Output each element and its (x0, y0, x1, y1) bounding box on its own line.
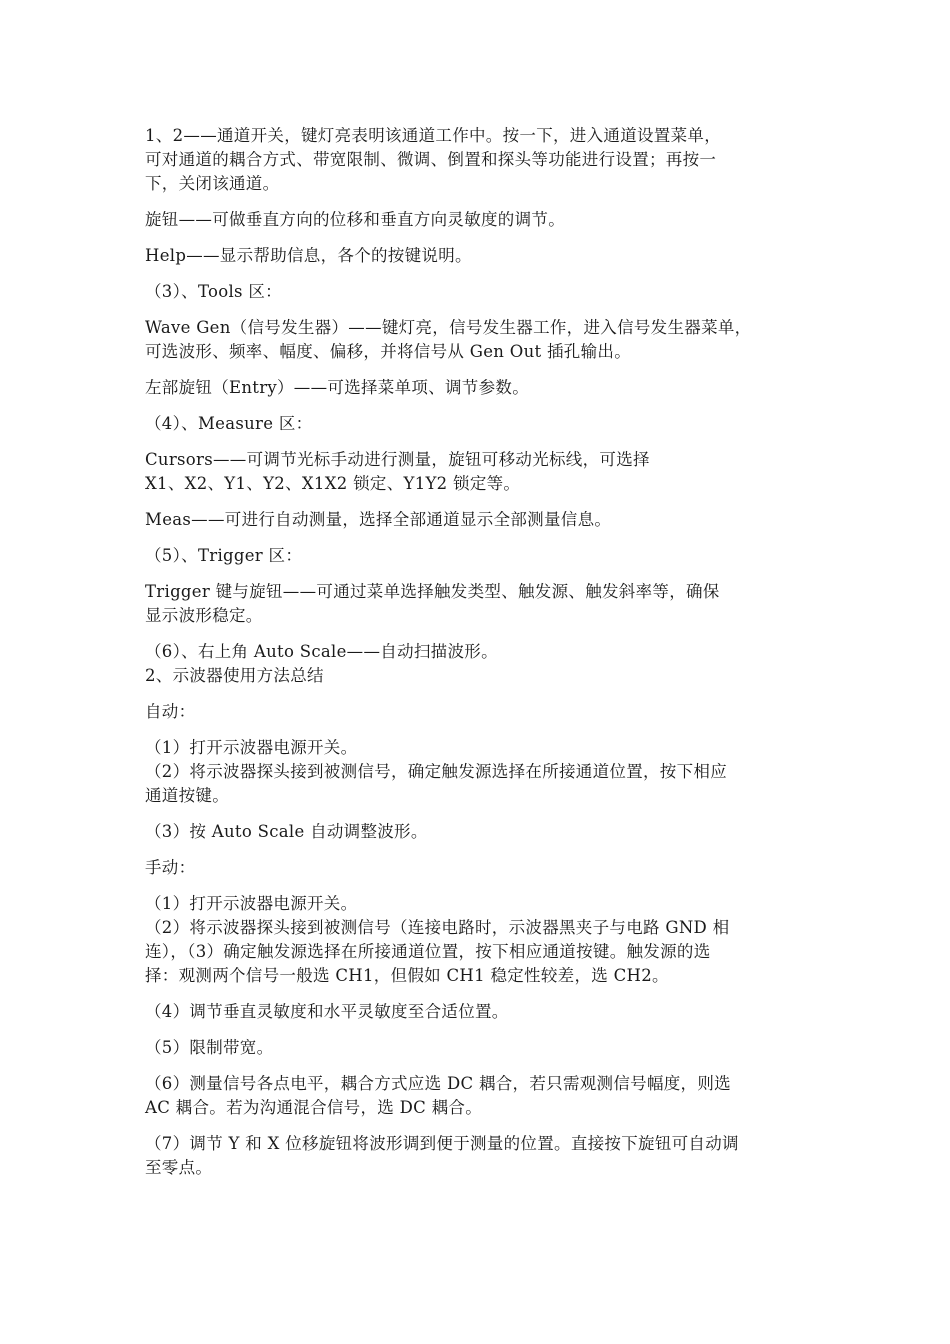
section-heading-tools (145, 280, 815, 304)
text-line: 左部旋钮（Entry）——可选择菜单项、调节参数。 (145, 378, 530, 397)
section-heading-trigger (145, 544, 815, 568)
text-line: 可对通道的耦合方式、带宽限制、微调、倒置和探头等功能进行设置；再按一 (145, 150, 717, 169)
text-line: （7）调节 Y 和 X 位移旋钮将波形调到便于测量的位置。直接按下旋钮可自动调 (145, 1134, 739, 1153)
text-line: （6）、右上角 Auto Scale——自动扫描波形。 (145, 642, 498, 661)
text-line: 连），（3）确定触发源选择在所接通道位置，按下相应通道按键。触发源的选 (145, 942, 711, 961)
auto-step-3 (145, 820, 815, 844)
text-line: （4）、Measure 区： (145, 414, 313, 433)
manual-step-5 (145, 1036, 815, 1060)
text-line: AC 耦合。若为沟通混合信号，选 DC 耦合。 (145, 1098, 483, 1117)
manual-step-6 (145, 1072, 815, 1120)
text-line: （5）、Trigger 区： (145, 546, 303, 565)
manual-step-4 (145, 1000, 815, 1024)
text-line: 手动： (145, 858, 196, 877)
auto-step-2 (145, 760, 815, 808)
paragraph-knob (145, 208, 815, 232)
document-body (145, 124, 815, 1192)
text-line: 可选波形、频率、幅度、偏移，并将信号从 Gen Out 插孔输出。 (145, 342, 631, 361)
paragraph-help (145, 244, 815, 268)
text-line: （3）按 Auto Scale 自动调整波形。 (145, 822, 428, 841)
text-line: （1）打开示波器电源开关。 (145, 738, 358, 757)
text-line: （4）调节垂直灵敏度和水平灵敏度至合适位置。 (145, 1002, 509, 1021)
text-line: Cursors——可调节光标手动进行测量，旋钮可移动光标线，可选择 (145, 450, 650, 469)
text-line: Trigger 键与旋钮——可通过菜单选择触发类型、触发源、触发斜率等，确保 (145, 582, 720, 601)
text-line: Wave Gen（信号发生器）——键灯亮，信号发生器工作，进入信号发生器菜单， (145, 318, 752, 337)
paragraph-meas (145, 508, 815, 532)
text-line: Help——显示帮助信息，各个的按键说明。 (145, 246, 472, 265)
paragraph-auto-scale (145, 640, 815, 664)
paragraph-wave-gen (145, 316, 815, 364)
text-line: （2）将示波器探头接到被测信号（连接电路时，示波器黑夹子与电路 GND 相 (145, 918, 730, 937)
text-line: 旋钮——可做垂直方向的位移和垂直方向灵敏度的调节。 (145, 210, 565, 229)
subheading-automatic (145, 700, 815, 724)
text-line: 自动： (145, 702, 196, 721)
text-line: （5）限制带宽。 (145, 1038, 274, 1057)
manual-step-7 (145, 1132, 815, 1180)
text-line: 2、示波器使用方法总结 (145, 666, 324, 685)
text-line: Meas——可进行自动测量，选择全部通道显示全部测量信息。 (145, 510, 612, 529)
text-line: （2）将示波器探头接到被测信号，确定触发源选择在所接通道位置，按下相应 (145, 762, 727, 781)
text-line: X1、X2、Y1、Y2、X1X2 锁定、Y1Y2 锁定等。 (145, 474, 521, 493)
section-heading-measure (145, 412, 815, 436)
paragraph-trigger (145, 580, 815, 628)
manual-step-2-3 (145, 916, 815, 988)
text-line: （1）打开示波器电源开关。 (145, 894, 358, 913)
text-line: 通道按键。 (145, 786, 229, 805)
paragraph-entry-knob (145, 376, 815, 400)
text-line: （6）测量信号各点电平，耦合方式应选 DC 耦合，若只需观测信号幅度，则选 (145, 1074, 731, 1093)
text-line: （3）、Tools 区： (145, 282, 282, 301)
text-line: 1、2——通道开关，键灯亮表明该通道工作中。按一下，进入通道设置菜单， (145, 126, 721, 145)
text-line: 择：观测两个信号一般选 CH1，但假如 CH1 稳定性较差，选 CH2。 (145, 966, 669, 985)
manual-step-1 (145, 892, 815, 916)
text-line: 显示波形稳定。 (145, 606, 263, 625)
text-line: 至零点。 (145, 1158, 213, 1177)
section-heading-usage-summary (145, 664, 815, 688)
paragraph-channel-switch (145, 124, 815, 196)
subheading-manual (145, 856, 815, 880)
auto-step-1 (145, 736, 815, 760)
paragraph-cursors (145, 448, 815, 496)
text-line: 下，关闭该通道。 (145, 174, 280, 193)
